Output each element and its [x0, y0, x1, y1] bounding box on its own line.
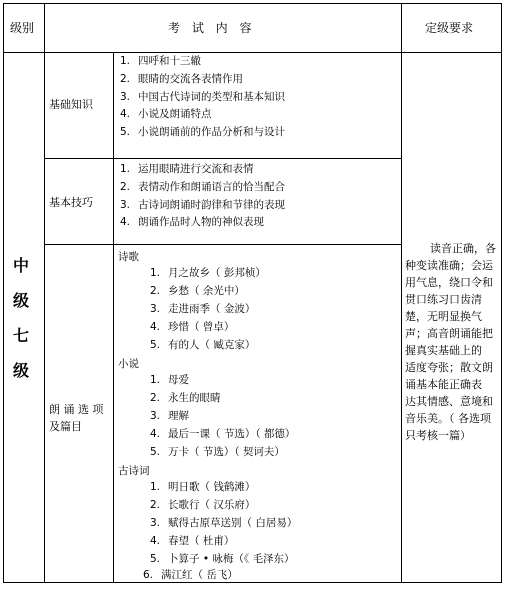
requirement-line: 楚，无明显换气: [405, 310, 482, 323]
list-item: 4. 小说及朗诵特点: [120, 108, 212, 120]
list-item: 3. 走进雨季（ 金波）: [150, 303, 256, 315]
section-basic-knowledge-title: 基础知识: [49, 98, 93, 111]
requirement-line: 种变读准确；会运: [405, 259, 493, 272]
list-item: 3. 古诗词朗诵时韵律和节律的表现: [120, 199, 285, 211]
list-item: 5. 有的人（ 臧克家）: [150, 339, 256, 351]
col-divider-3: [401, 3, 402, 583]
list-item: 1. 四呼和十三辙: [120, 55, 201, 67]
header-content: 考 试 内 容: [168, 21, 256, 35]
requirement-line: 诵基本能正确表: [405, 378, 482, 391]
requirement-line: 握真实基础上的: [405, 344, 482, 357]
list-item: 1. 运用眼睛进行交流和表情: [120, 163, 254, 175]
list-item: 5. 万卡（ 节选）（ 契诃夫）: [150, 446, 285, 458]
list-item: 1. 母爱: [150, 374, 189, 386]
list-item: 3. 中国古代诗词的类型和基本知识: [120, 91, 285, 103]
list-item: 4. 朗诵作品时人物的神似表现: [120, 216, 264, 228]
requirement-line: 用气息，绕口令和: [405, 276, 493, 289]
list-item: 4. 珍惜（ 曾卓）: [150, 321, 235, 333]
list-item: 5. 小说朗诵前的作品分析和与设计: [120, 126, 285, 138]
list-item: 5. 卜算子 • 咏梅（《 毛泽东）: [150, 553, 295, 565]
list-item: 2. 表情动作和朗诵语言的恰当配合: [120, 181, 285, 193]
requirement-line: 贯口练习口齿清: [405, 293, 482, 306]
section-recitation-title-line2: 及篇目: [49, 420, 82, 433]
col-divider-1: [44, 3, 45, 583]
list-item: 1. 月之故乡（ 彭邦桢）: [150, 267, 266, 279]
list-item: 2. 永生的眼睛: [150, 392, 221, 404]
header-level: 级别: [10, 21, 35, 35]
level-char-1: 中: [13, 256, 30, 275]
list-item: 4. 最后一课（ 节选）（ 都德）: [150, 428, 296, 440]
level-char-2: 级: [13, 291, 30, 310]
list-item: 4. 春望（ 杜甫）: [150, 535, 235, 547]
requirement-line: 声；高音朗诵能把: [405, 327, 493, 340]
level-char-4: 级: [13, 361, 30, 380]
group-heading-classical-poetry: 古诗词: [118, 465, 150, 477]
row-divider-1: [44, 158, 402, 159]
section-recitation-title-line1: 朗 诵 选 项: [49, 403, 104, 416]
list-item: 1. 明日歌（ 钱鹤滩）: [150, 481, 256, 493]
list-item: 3. 理解: [150, 410, 189, 422]
list-item: 6. 满江红（ 岳飞）: [143, 569, 238, 581]
list-item: 2. 长歌行（ 汉乐府）: [150, 499, 256, 511]
requirement-line: 音乐美。（ 各选项: [405, 412, 491, 425]
requirement-line: 适度夸张；散文朗: [405, 361, 493, 374]
group-heading-poetry: 诗歌: [118, 251, 139, 263]
level-char-3: 七: [13, 326, 30, 345]
col-divider-2: [113, 52, 114, 583]
header-requirement: 定级要求: [425, 21, 474, 35]
row-divider-2: [44, 244, 402, 245]
requirement-line: 读音正确，各: [430, 242, 496, 255]
section-basic-skills-title: 基本技巧: [49, 196, 93, 209]
header-divider: [3, 52, 502, 53]
list-item: 2. 眼睛的交流各表情作用: [120, 73, 243, 85]
list-item: 2. 乡愁（ 余光中）: [150, 285, 245, 297]
group-heading-novel: 小说: [118, 358, 139, 370]
list-item: 3. 赋得古原草送别（ 白居易）: [150, 517, 298, 529]
requirement-line: 达其情感、意境和: [405, 395, 493, 408]
requirement-line: 只考核一篇）: [405, 429, 471, 442]
